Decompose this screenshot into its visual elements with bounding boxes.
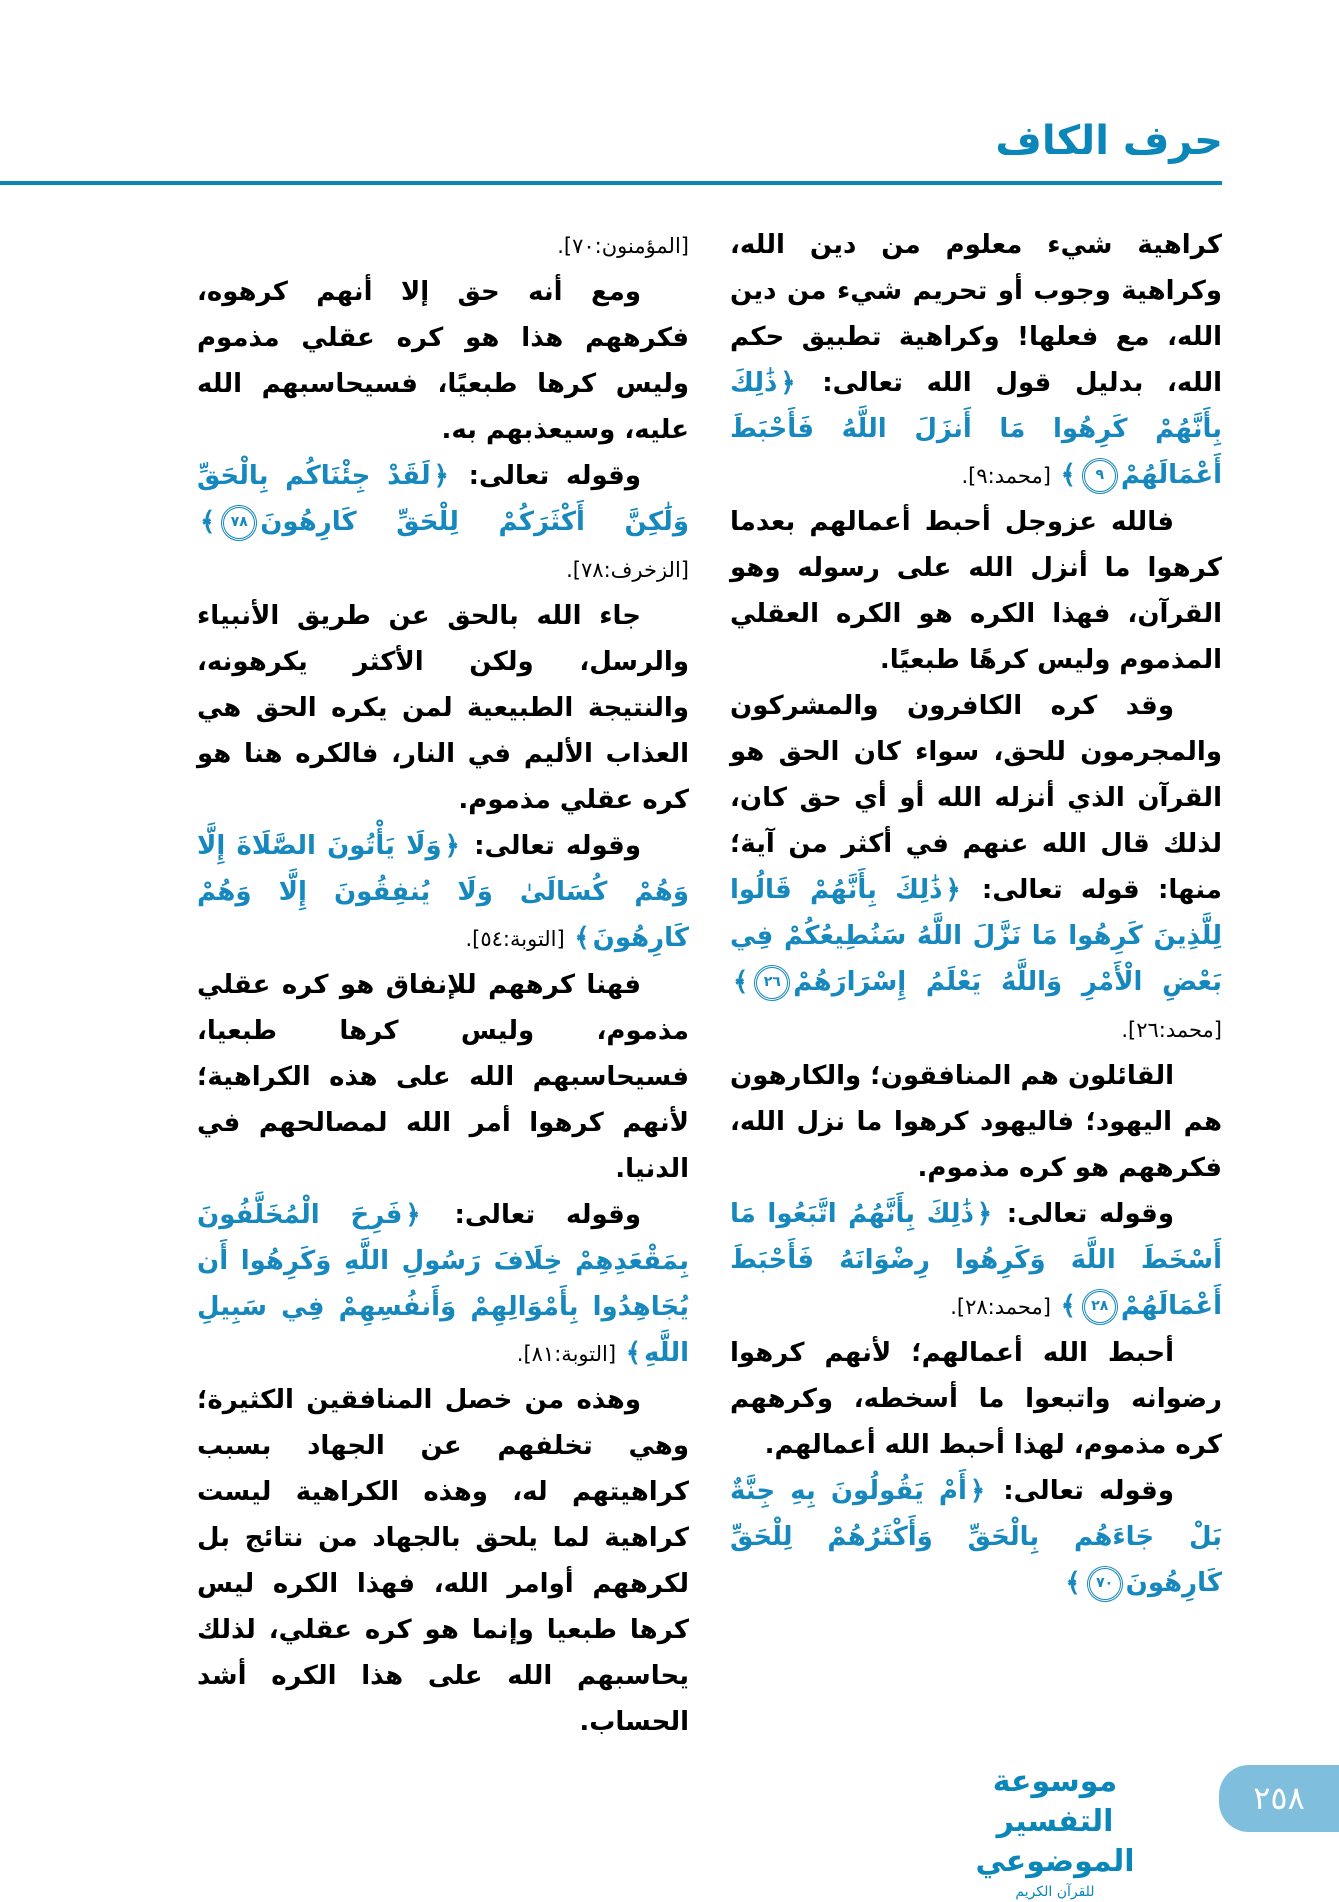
ornate-bracket-open-icon: ﴿	[433, 461, 449, 491]
paragraph	[730, 499, 1222, 683]
ornate-bracket-close-icon: ﴾	[574, 923, 590, 953]
verse-reference: [الزخرف:٧٨].	[566, 558, 689, 582]
body-text: جاء الله بالحق عن طريق الأنبياء والرسل، ولكن الأكثر يكرهونه، والنتيجة الطبيعية لمن يكره الحق هي العذاب الأليم في النار، فالكره هنا هو كره عقلي مذموم.	[197, 601, 689, 815]
verse-reference: [التوبة:٥٤].	[465, 927, 572, 951]
paragraph	[197, 593, 689, 823]
body-text: وقوله تعالى:	[462, 831, 641, 861]
paragraph	[730, 683, 1222, 1053]
body-text: وقوله تعالى:	[423, 1200, 641, 1230]
verse-text: ذَٰلِكَ بِأَنَّهُمْ قَالُوا لِلَّذِينَ كَرِهُوا مَا نَزَّلَ اللَّهُ سَنُطِيعُكُمْ فِي بَعْضِ الْأَمْرِ وَاللَّهُ يَعْلَمُ إِسْرَارَهُمْ	[730, 875, 1222, 997]
verse-number-medallion: ٩	[1082, 458, 1118, 494]
body-text: وهذه من خصل المنافقين الكثيرة؛ وهي تخلفهم عن الجهاد بسبب كراهيتهم له، وهذه الكراهية ليست كراهية لما يلحق بالجهاد من نتائج بل لكرههم أوامر الله، فهذا الكره ليس كرها طبعيا وإنما هو كره عقلي، لذلك يحاسبهم الله على هذا الكره أشد الحساب.	[197, 1385, 689, 1737]
verse-number-medallion: ٧٠	[1087, 1566, 1123, 1602]
paragraph	[730, 1468, 1222, 1606]
paragraph	[730, 1191, 1222, 1330]
chapter-title: حرف الكاف	[995, 118, 1223, 164]
paragraph	[197, 453, 689, 593]
right-column	[730, 222, 1222, 1606]
verse-text: فَرِحَ الْمُخَلَّفُونَ بِمَقْعَدِهِمْ خِلَافَ رَسُولِ اللَّهِ وَكَرِهُوا أَن يُجَاهِدُوا بِأَمْوَالِهِمْ وَأَنفُسِهِمْ فِي سَبِيلِ اللَّهِ	[197, 1200, 689, 1368]
verse-text: ذَٰلِكَ بِأَنَّهُمْ كَرِهُوا مَا أَنزَلَ اللَّهُ فَأَحْبَطَ أَعْمَالَهُمْ	[730, 368, 1222, 490]
verse-text: ذَٰلِكَ بِأَنَّهُمُ اتَّبَعُوا مَا أَسْخَطَ اللَّهَ وَكَرِهُوا رِضْوَانَهُ فَأَحْبَطَ أَعْمَالَهُمْ	[730, 1199, 1222, 1321]
ornate-bracket-close-icon: ﴾	[625, 1338, 641, 1368]
body-text: فالله عزوجل أحبط أعمالهم بعدما كرهوا ما أنزل الله على رسوله وهو القرآن، فهذا الكره هو الكره العقلي المذموم وليس كرهًا طبعيًا.	[730, 507, 1222, 675]
verse-reference: [التوبة:٨١].	[516, 1342, 623, 1366]
body-text: فهنا كرههم للإنفاق هو كره عقلي مذموم، وليس كرها طبعيا، فسيحاسبهم الله على هذه الكراهية؛ لأنهم كرهوا أمر الله لمصالحهم في الدنيا.	[197, 970, 689, 1184]
paragraph	[197, 1377, 689, 1745]
verse-number-medallion: ٢٨	[1082, 1289, 1118, 1325]
ornate-bracket-open-icon: ﴿	[444, 831, 460, 861]
body-text: وقوله تعالى:	[988, 1476, 1174, 1506]
body-text: وقد كره الكافرون والمشركون والمجرمون للحق، سواء كان الحق هو القرآن الذي أنزله الله أو أي حق كان، لذلك قال الله عنهم في أكثر من آية؛ منها: قوله تعالى:	[730, 691, 1222, 905]
logo-subtitle: للقرآن الكريم	[1015, 1884, 1095, 1900]
body-text: أحبط الله أعمالهم؛ لأنهم كرهوا رضوانه واتبعوا ما أسخطه، وكرههم كره مذموم، لهذا أحبط الله أعمالهم.	[730, 1338, 1222, 1460]
encyclopedia-logo	[930, 1762, 1180, 1902]
logo-title: موسوعة التفسير الموضوعي	[975, 1764, 1135, 1879]
verse-reference: [محمد:٢٦].	[1121, 1018, 1222, 1042]
ornate-bracket-close-icon: ﴾	[200, 507, 216, 537]
paragraph	[197, 269, 689, 453]
body-text: وقوله تعالى:	[995, 1199, 1174, 1229]
page-number: ٢٥٨	[1219, 1765, 1339, 1832]
ornate-bracket-close-icon: ﴾	[733, 967, 749, 997]
body-text: القائلون هم المنافقون؛ والكارهون هم اليهود؛ فاليهود كرهوا ما نزل الله، فكرههم هو كره مذموم.	[730, 1061, 1222, 1183]
ornate-bracket-open-icon: ﴿	[976, 1199, 993, 1229]
verse-reference: [محمد:٩].	[961, 464, 1058, 488]
ornate-bracket-open-icon: ﴿	[780, 368, 796, 398]
ornate-bracket-open-icon: ﴿	[945, 875, 961, 905]
paragraph	[730, 222, 1222, 499]
body-text: ومع أنه حق إلا أنهم كرهوه، فكرههم هذا هو كره عقلي مذموم وليس كرها طبعيًا، فسيحاسبهم الله عليه، وسيعذبهم به.	[197, 277, 689, 445]
ornate-bracket-open-icon: ﴿	[969, 1476, 986, 1506]
body-text: وقوله تعالى:	[451, 461, 641, 491]
paragraph	[730, 1330, 1222, 1468]
header-divider	[0, 181, 1222, 185]
paragraph	[197, 1192, 689, 1377]
verse-text: أَمْ يَقُولُونَ بِهِ جِنَّةٌ بَلْ جَاءَهُم بِالْحَقِّ وَأَكْثَرُهُمْ لِلْحَقِّ كَارِهُونَ	[730, 1476, 1222, 1598]
verse-text: وَلَا يَأْتُونَ الصَّلَاةَ إِلَّا وَهُمْ كُسَالَىٰ وَلَا يُنفِقُونَ إِلَّا وَهُمْ كَارِهُونَ	[197, 831, 689, 953]
verse-number-medallion: ٢٦	[754, 965, 790, 1001]
ornate-bracket-open-icon: ﴿	[405, 1200, 421, 1230]
verse-text: لَقَدْ جِئْنَاكُم بِالْحَقِّ وَلَٰكِنَّ أَكْثَرَكُمْ لِلْحَقِّ كَارِهُونَ	[197, 461, 689, 537]
ornate-bracket-close-icon: ﴾	[1065, 1568, 1081, 1598]
paragraph	[197, 962, 689, 1192]
verse-number-medallion: ٧٨	[221, 505, 257, 541]
verse-reference: [محمد:٢٨].	[950, 1295, 1058, 1319]
body-text: كراهية شيء معلوم من دين الله، وكراهية وجوب أو تحريم شيء من دين الله، مع فعلها! وكراهية تطبيق حكم الله، بدليل قول الله تعالى:	[730, 230, 1222, 398]
paragraph	[730, 1053, 1222, 1191]
paragraph	[197, 823, 689, 962]
ornate-bracket-close-icon: ﴾	[1060, 1291, 1076, 1321]
paragraph	[197, 222, 689, 269]
verse-reference: [المؤمنون:٧٠].	[557, 234, 689, 258]
ornate-bracket-close-icon: ﴾	[1060, 460, 1076, 490]
left-column	[197, 222, 689, 1745]
